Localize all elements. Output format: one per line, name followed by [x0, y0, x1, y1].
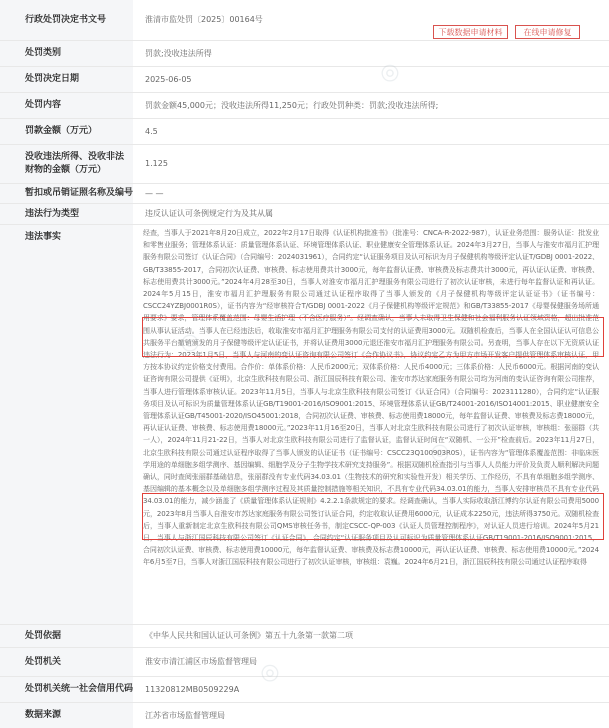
row-violation-type	[0, 204, 609, 225]
label-decision-date: 处罚决定日期	[0, 67, 133, 92]
value-confiscate: 1.125	[145, 159, 168, 168]
row-source	[0, 703, 609, 728]
label-source: 数据来源	[0, 703, 133, 728]
label-penalty-type: 处罚类别	[0, 41, 133, 66]
label-credit-code: 处罚机关统一社会信用代码	[0, 677, 133, 702]
label-authority: 处罚机关	[0, 648, 133, 676]
value-fine: 4.5	[145, 126, 158, 136]
row-basis	[0, 625, 609, 648]
value-violation-type: 违反认证认可条例规定行为及其从属	[145, 209, 273, 218]
row-decision-date	[0, 67, 609, 93]
label-fine: 罚款金额（万元）	[0, 119, 133, 144]
watermark: ◎	[425, 436, 455, 469]
value-decision-date: 2025-06-05	[145, 74, 192, 84]
row-fine	[0, 119, 609, 145]
label-basis: 处罚依据	[0, 625, 133, 647]
row-content	[0, 93, 609, 119]
label-facts: 违法事实	[0, 225, 133, 624]
value-basis: 《中华人民共和国认证认可条例》第五十九条第一款第二项	[145, 631, 353, 640]
row-license	[0, 184, 609, 204]
value-doc-no: 淮清市监处罚〔2025〕00164号	[145, 15, 263, 24]
value-facts: 经查，当事人于2021年8月20日成立，2022年2月17日取得《认证机构批准书》（批准号：CNCA-R-2022-987），认证业务范围：服务认证：批发业和零售业服务；管理体系认证：质量管理体系认证、环境管理体系认证、职业健康安全管理体系认证。2024年3月27日，当事人与淮安市福月汇护理服务有限公司签订《认证合同》（合同编号：2024031961），合同约定“认证服务项目及认可标识为月子保健机构等级评定认证T/GDBJ 0001-2022、GB/T33855-2017，合同初次认证费、审核费、标志使用费共计3000元，每年监督认证费、审核费及标志费共计3000元，再认证认证费、审核费、标志使用费共计3000元。”2024年4月28至30日，当事人对淮安市福月汇护理服务有限公司进行了初次认证审核，未进行每年监督认证和再认证。2024年5月15日，淮安市福月汇护理服务有限公司通过认证程序取得了当事人颁发的《月子保健机构等级评定认证证书》（证书编号：CSCC24YZBJ0001R0S），证书内容为“经审核符合T/GDBJ 0001-2022《月子保健机构等级评定规范》和GB/T33855-2017《母婴保健服务场所通用要求》要求，管理体系覆盖范围：母婴生活护理（不含医疗服务）”。经调查确认，当事人未取得卫生保健和社会福利服务认证领域资格，超出批准范围从事认证活动。当事人在已经违法后，收取淮安市福月汇护理服务有限公司支付的认证费用3000元。双随机检查后，当事人在全国认证认可信息公共服务平台撤销颁发的月子保健等级评定认证证书，并将认证费用3000元退还淮安市福月汇护理服务有限公司。另查明，当事人存在以下无资质认证违法行为：2023年1月5日，当事人与河南的变认证咨询有限公司签订《合作协议书》，协议约定乙方为甲方市场开发客户提供管理体系审核认证，甲方按本协议约定价格支付费用。合作价：单体系价格：人民币2000元；双体系价格：人民币4000元；三体系价格：人民币6000元。根据河南的变认证咨询有限公司提供《证明》，北京生欧科技有限公司、浙江国辰科技有限公司、淮安市苏达家庭服务有限公司均为河南的变认证咨询有限公司推荐，当事人进行管理体系审核认证。2023年11月5日，当事人与北京生欧科技有限公司签订《认证合同》（合同编号：2023111280），合同约定“认证服务项目及认可标识为质量管理体系认证GB/T19001-2016/ISO9001:2015、环境管理体系认证GB/T24001-2016/ISO14001:2015、职业健康安全管理体系认证GB/T45001-2020/ISO45001:2018，合同初次认证费、审核费、标志使用费18000元，每年监督认证费、审核费及标志费18000元，再认证认证费、审核费、标志使用费18000元。”2023年11月16至20日，当事人对北京生欧科技有限公司进行了初次认证审核，审核组：张丽群（共一人），2024年11月21-22日，当事人对北京生欧科技有限公司进行了监督认证，监督认证时间在“双随机、一公开”检查前后。2023年11月27日，北京生欧科技有限公司通过认证程序取得了当事人颁发的认证证书（证书编号：CSCC23Q100903R0S），证书内容为“管理体系覆盖范围：非临床医学用途的单细胞多组学测序、基因编辑、细胞学及分子生物学技术研究支持服务”。根据双随机检查指引与当事人人员能力评价及负责人顺利解决问题确认，同时查阅张丽群基础信息，张丽群没有专业代码34.03.01（生物技术的研究和实验性开发）相关学历、工作经历，不具有单细胞多组学测序、基因编辑的基本概念以及单细胞多组学测序过程及其质量控制措施等相关知识，不具有专业代码34.03.01的能力，当事人安排审核员不具有专业代码34.03.01的能力，减少涵盖了《质量管理体系认证规则》4.2.2.1条款规定的要求。经调查确认，当事人实际收取浙江博约尔认证有限公司费用5000元，2023年8月当事人自淮安市苏达家庭服务有限公司签订认证合同，约定收取认证费用6000元，认证成本2250元，违法所得3750元。双随机检查后，当事人重新制定北京生欧科技有限公司QMS审核任务书，制定CSCC-QP-003《认证人员管理控制程序》，对认证人员进行培训。2024年5月21日，当事人与浙江国辰科技有限公司签订《认证合同》，合同约定“认证服务项目及认可标识为质量管理体系认证GB/T19001-2016/ISO9001:2015，合同初次认证费、审核费、标志使用费10000元，每年监督认证费、审核费及标志费10000元，再认证认证费、审核费、标志使用费10000元。”2024年6月5至7日，当事人对浙江国辰科技有限公司进行了初次认证审核，审核组：袁巍。2024年6月21日，浙江国辰科技有限公司通过认证程序取得	[143, 229, 599, 567]
row-doc-no	[0, 0, 609, 41]
value-license: — —	[145, 188, 164, 198]
label-doc-no: 行政处罚决定书文号	[0, 0, 133, 40]
label-license: 暂扣或吊销证照名称及编号	[0, 184, 133, 203]
value-authority: 淮安市清江浦区市场监督管理局	[145, 657, 257, 666]
row-authority	[0, 648, 609, 677]
value-source: 江苏省市场监督管理局	[145, 710, 225, 720]
row-confiscate	[0, 145, 609, 184]
label-violation-type: 违法行为类型	[0, 204, 133, 224]
row-penalty-type	[0, 41, 609, 67]
label-content: 处罚内容	[0, 93, 133, 118]
watermark: ◎	[175, 326, 205, 359]
watermark: ◎	[375, 56, 405, 89]
watermark: ◎	[255, 656, 285, 689]
value-credit-code: 11320812MB0509229A	[145, 684, 240, 694]
apply-repair-button[interactable]: 在线申请修复	[515, 25, 580, 39]
value-content: 罚款金额45,000元；没收违法所得11,250元；行政处罚种类：罚款;没收违法所得;	[145, 100, 439, 110]
row-credit-code	[0, 677, 609, 703]
download-materials-button[interactable]: 下载数据申请材料	[433, 25, 508, 39]
label-confiscate: 没收违法所得、没收非法财物的金额（万元）	[0, 145, 133, 183]
value-penalty-type: 罚款;没收违法所得	[145, 48, 212, 58]
